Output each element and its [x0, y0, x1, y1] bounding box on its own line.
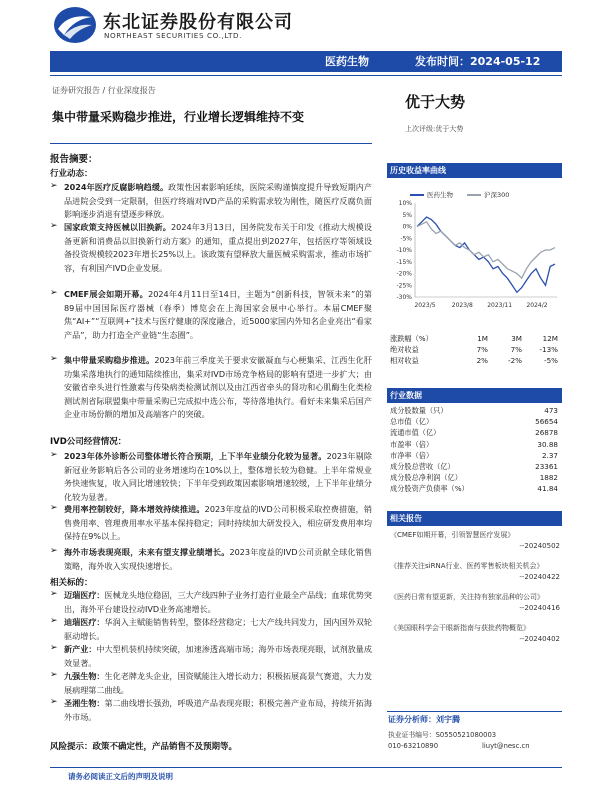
- ivd-item-head: 2023年体外诊断公司整体增长符合预期，上下半年业绩分化较为显著。: [64, 451, 327, 461]
- returns-header-cell: 1M: [477, 334, 488, 343]
- arrow-icon: ➢: [50, 503, 58, 513]
- y-tick-label: 5%: [402, 211, 412, 219]
- industry-item-text: 2023年前三季度关于要求安徽凝血与心梗集采、江西生化肝功集采落地执行的通知陆续推出，集采对IVD市场竞争格局的影响有望进一步扩大；由安徽省牵头进行性激素与传染病类检测试剂以及由江西省牵头的肾功和心肌酶生化类检测试剂省际联盟集中带量采购已完成拟中选公布，等待落地执行。看好未来集采后国产企业市场份额的增加及高端客户的突破。: [64, 355, 372, 420]
- target-item: [50, 643, 372, 670]
- arrow-icon: ➢: [50, 643, 58, 653]
- arrow-icon: ➢: [50, 354, 58, 364]
- rating: 优于大势: [405, 93, 466, 111]
- industry-item-text: 2024年4月11日至14日，主题为“创新科技，智领未来”的第89届中国国际医疗器械（春季）博览会在上海国家会展中心举行。本届CMEF聚焦“AI+”“互联网+”技术与医疗健康的深度融合，近5000家国内外知名企业亮出“看家产品”，助力打造全产业链“生态圈”。: [64, 289, 372, 340]
- y-tick-label: -10%: [396, 247, 412, 254]
- industry-item-head: CMEF展会如期开幕。: [64, 289, 149, 299]
- returns-cell: -13%: [539, 345, 558, 355]
- footer-note: 请务必阅读正文后的声明及说明: [68, 772, 173, 781]
- industry-item: [50, 221, 372, 275]
- ivd-label: IVD公司经营情况：: [50, 437, 127, 447]
- footer-divider: [50, 767, 562, 768]
- returns-table: [390, 333, 558, 367]
- target-item-head: 九强生物：: [64, 671, 105, 681]
- arrow-icon: ➢: [50, 181, 58, 191]
- report-title: 集中带量采购稳步推进，行业增长逻辑维持不变: [52, 110, 305, 124]
- industry-data-row: 成分股资产负债率（%） 41.84: [390, 484, 558, 494]
- targets-label: 相关标的：: [50, 578, 93, 588]
- y-tick-label: -20%: [396, 270, 412, 278]
- industry-data-row: 成分股总营收（亿） 23361: [390, 461, 558, 471]
- y-tick-label: 10%: [398, 200, 412, 207]
- company-name-en: NORTHEAST SECURITIES CO.,LTD.: [104, 31, 242, 40]
- industry-item-text: 政策性因素影响延续，医院采购谨慎度提升导致短期内产品进院会受到一定限制，但医疗终端对IVD产品的采购需求较为刚性，随医疗反腐负面影响逐步消退有望逐步释放。: [64, 182, 372, 220]
- y-tick-label: -15%: [396, 258, 412, 266]
- legend-item-sector: 医药生物: [410, 190, 453, 199]
- ivd-item-text: 2023年度益的IVD公司积极采取控费措施，销售费用率、管理费用率水平基本保持稳定；同时持续加大研发投入，相应研发费用率均保持在9%以上。: [64, 504, 372, 542]
- industry-data-row: 总市值（亿） 56654: [390, 417, 558, 427]
- industry-data-table: [390, 405, 558, 495]
- target-item-text: 医械龙头地位稳固，三大产线四种子业务打造行业最全产品线；血球优势突出，海外平台建设拉动IVD业务高速增长。: [64, 590, 372, 614]
- analyst-phone: 010-63210890: [388, 742, 439, 750]
- ivd-item-text: 2023年剔除新冠业务影响后各公司的业务增速均在10%以上，整体增长较为稳健。上半年常规业务快速恢复，收入同比增速较快；下半年受到政策因素影响增速较缓，上下半年业绩分化较为显著。: [64, 451, 372, 502]
- series-line-sector: [417, 217, 555, 292]
- returns-row: [390, 355, 558, 366]
- arrow-icon: ➢: [50, 450, 58, 460]
- returns-cell: 7%: [476, 345, 488, 355]
- risk-warning: [50, 740, 237, 752]
- x-tick-label: 2023/5: [414, 302, 436, 309]
- returns-header-cell: 12M: [542, 334, 558, 343]
- target-item-head: 新产业：: [64, 644, 97, 654]
- analyst-divider: [387, 711, 562, 712]
- industry-item-head: 国家政策支持医械以旧换新。: [64, 222, 172, 232]
- header-divider: [50, 75, 562, 76]
- returns-row: [390, 344, 558, 355]
- x-tick-label: 2023/11: [487, 302, 513, 309]
- sector-label: 医药生物: [325, 55, 369, 68]
- industry-item: [50, 181, 372, 222]
- x-tick-label: 2024/2: [526, 302, 548, 309]
- related-report-title[interactable]: 《医药日常有望更新，关注持有独家品种的公司》: [390, 593, 544, 601]
- ivd-item: [50, 503, 372, 544]
- history-return-chart: [387, 185, 562, 320]
- y-tick-label: -5%: [400, 235, 412, 243]
- target-item: [50, 616, 372, 643]
- target-item-head: 迪瑞医疗：: [64, 617, 105, 627]
- industry-data-row: 市净率（倍） 2.37: [390, 450, 558, 460]
- arrow-icon: ➢: [50, 697, 58, 707]
- summary-label: 报告摘要：: [50, 154, 98, 165]
- ivd-item-head: 海外市场表现亮眼，未来有望支撑业绩增长。: [64, 547, 230, 557]
- related-report-date: --20240422: [519, 573, 560, 581]
- header-bar: [50, 51, 562, 72]
- target-item-head: 迈瑞医疗：: [64, 590, 105, 600]
- industry-data-row: 成分股总净利润（亿） 1882: [390, 473, 558, 483]
- y-tick-label: -25%: [396, 282, 412, 290]
- returns-cell: -2%: [508, 356, 522, 366]
- publish-date: 发布时间：2024-05-12: [415, 55, 541, 68]
- related-report-title[interactable]: 《CMEF如期开幕，引领智慧医疗发展》: [390, 531, 515, 539]
- industry-data-header: 行业数据: [387, 388, 562, 403]
- y-tick-label: -30%: [396, 294, 412, 301]
- arrow-icon: ➢: [50, 546, 58, 556]
- industry-item: [50, 288, 372, 342]
- returns-cell: 相对收益: [390, 356, 419, 366]
- related-report-title[interactable]: 《美国眼科学会干眼新指南与获批药物概览》: [390, 624, 530, 632]
- analyst-name: 证券分析师：刘宇腾: [388, 715, 460, 724]
- ivd-item: [50, 546, 372, 573]
- arrow-icon: ➢: [50, 670, 58, 680]
- target-item-head: 圣湘生物：: [64, 698, 105, 708]
- title-divider: [50, 143, 372, 144]
- x-tick-label: 2023/8: [451, 302, 473, 309]
- target-item-text: 华润入主赋能销售转型，整体经营稳定；七大产线共同发力，国内国外双轮驱动增长。: [64, 617, 372, 641]
- target-item: [50, 697, 372, 724]
- industry-item: [50, 354, 372, 422]
- industry-item-head: 集中带量采购稳步推进。: [64, 355, 155, 365]
- returns-cell: 7%: [510, 345, 522, 355]
- industry-data-row: 成分股数量（只） 473: [390, 406, 558, 415]
- arrow-icon: ➢: [50, 616, 58, 626]
- target-item-text: 第二曲线增长强劲，呼吸道产品表现亮眼；积极完善产业布局，持续开拓海外市场。: [64, 698, 372, 722]
- related-report-date: --20240502: [519, 542, 560, 550]
- chart-section-header: 历史收益率曲线: [387, 163, 562, 178]
- returns-header-cell: 涨跌幅（%）: [390, 334, 433, 343]
- risk-label: 风险提示：: [50, 742, 93, 752]
- target-item-text: 中大型机装机持续突破，加速渗透高端市场；海外市场表现亮眼，试剂放量成效显著。: [64, 644, 372, 668]
- target-item: [50, 670, 372, 697]
- industry-label: 行业动态：: [50, 169, 93, 179]
- related-report-date: --20240402: [519, 635, 560, 643]
- analyst-cert: 执业证书编号：S0550521080003: [388, 731, 497, 739]
- company-logo: [52, 5, 98, 45]
- industry-item-text: 2024年3月13日，国务院发布关于印发《推动大规模设备更新和消费品以旧换新行动方案》的通知，重点提出到2027年，包括医疗等领域设备投资规模较2023年增长25%以上。该政策有望释放大量医械采购需求，推动市场扩容，有利国产IVD企业发展。: [64, 222, 372, 273]
- ivd-item-head: 费用率控制较好，降本增效持续推进。: [64, 504, 205, 514]
- arrow-icon: ➢: [50, 221, 58, 231]
- arrow-icon: ➢: [50, 288, 58, 298]
- returns-header-row: [390, 333, 558, 344]
- industry-item-head: 2024年医疗反腐影响趋缓。: [64, 182, 169, 192]
- analyst-email[interactable]: liuyt@nesc.cn: [482, 742, 530, 750]
- related-report-title[interactable]: 《推荐关注siRNA行业、医药零售板块相关机会》: [390, 562, 544, 570]
- ivd-item-text: 2023年度益的IVD公司贡献全球化销售策略，海外收入实现快速增长。: [64, 547, 372, 571]
- arrow-icon: ➢: [50, 589, 58, 599]
- related-reports-list: [390, 530, 560, 645]
- report-type: 证券研究报告 / 行业深度报告: [52, 86, 156, 95]
- y-tick-label: 0%: [402, 223, 412, 231]
- industry-data-row: 流通市值（亿） 26878: [390, 428, 558, 438]
- returns-cell: -5%: [544, 356, 558, 366]
- company-name-cn: 东北证券股份有限公司: [103, 12, 293, 33]
- related-report-date: --20240416: [519, 604, 560, 612]
- related-reports-header: 相关报告: [387, 511, 562, 526]
- previous-rating: 上次评级:优于大势: [405, 125, 464, 133]
- returns-cell: 绝对收益: [390, 345, 419, 355]
- industry-data-row: 市盈率（倍） 30.88: [390, 439, 558, 449]
- legend-item-index: 沪深300: [467, 190, 509, 199]
- returns-cell: 2%: [476, 356, 488, 366]
- target-item-text: 生化老牌龙头企业，国资赋能注入增长动力；积极拓展高景气赛道，大力发展病理第二曲线。: [64, 671, 372, 695]
- risk-text: 政策不确定性，产品销售不及预期等。: [92, 742, 238, 752]
- target-item: [50, 589, 372, 616]
- ivd-item: [50, 450, 372, 504]
- returns-header-cell: 3M: [511, 334, 522, 343]
